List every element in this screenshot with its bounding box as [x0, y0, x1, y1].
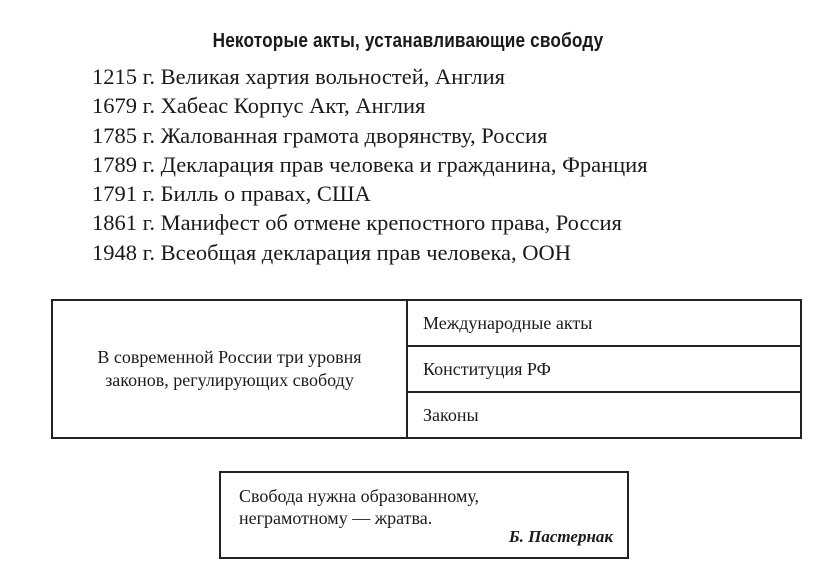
quote-line: Свобода нужна образованному,	[239, 486, 480, 506]
law-levels-table	[51, 299, 802, 439]
quote-author: Б. Пастернак	[508, 527, 613, 546]
law-levels-list	[408, 301, 800, 437]
act-item: 1215 г. Великая хартия вольностей, Англия	[92, 64, 505, 89]
law-levels-description-line: В современной России три уровня	[97, 347, 362, 367]
law-levels-description	[53, 301, 408, 437]
law-level-constitution: Конституция РФ	[408, 347, 800, 393]
law-level-laws: Законы	[423, 404, 479, 425]
quote-line: неграмотному — жратва.	[239, 508, 433, 528]
act-item: 1785 г. Жалованная грамота дворянству, Россия	[92, 122, 548, 148]
act-item: 1679 г. Хабеас Корпус Акт, Англия	[92, 93, 426, 119]
act-item: 1789 г. Декларация прав человека и гражданина, Франция	[92, 151, 648, 177]
act-item: 1861 г. Манифест об отмене крепостного права, Россия	[92, 210, 622, 236]
act-item: 1948 г. Всеобщая декларация прав человека, ООН	[92, 239, 572, 265]
page-title: Некоторые акты, устанавливающие свободу	[212, 30, 604, 52]
law-level-international-acts: Международные акты	[408, 301, 800, 347]
acts-list	[92, 62, 648, 267]
act-item: 1791 г. Билль о правах, США	[92, 181, 371, 207]
quote-box	[219, 471, 629, 559]
law-levels-description-line: законов, регулирующих свободу	[105, 370, 354, 390]
